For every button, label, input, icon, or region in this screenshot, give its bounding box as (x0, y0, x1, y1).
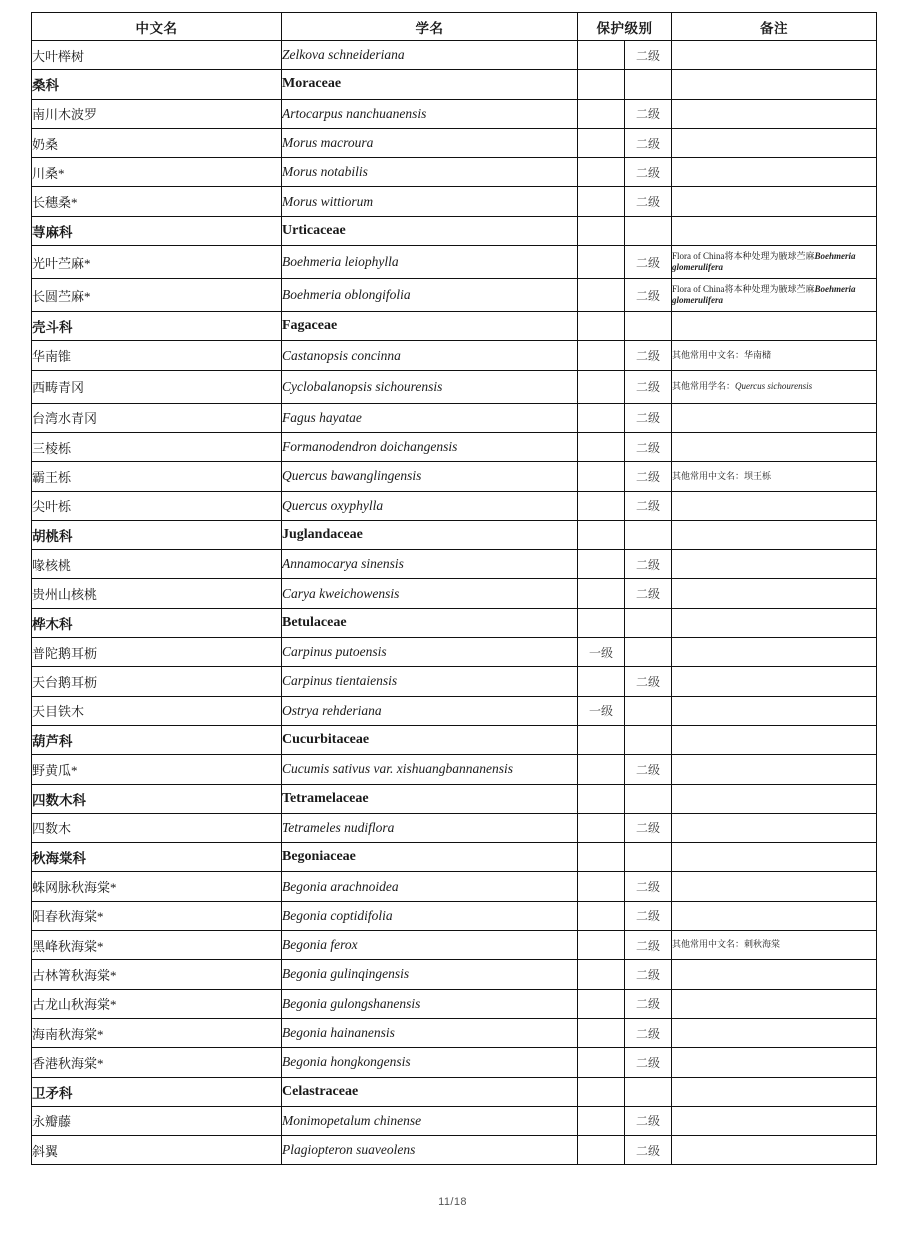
cell-protection-level-2: 二级 (625, 901, 672, 930)
cell-chinese-name: 光叶苎麻* (32, 246, 282, 279)
cell-protection-level-1: 一级 (578, 638, 625, 667)
cell-protection-level-2 (625, 520, 672, 549)
table-row-family (32, 784, 877, 813)
cell-chinese-name: 阳春秋海棠* (32, 901, 282, 930)
cell-chinese-name: 长穗桑* (32, 187, 282, 216)
cell-protection-level-1 (578, 520, 625, 549)
cell-scientific-name: Cyclobalanopsis sichourensis (282, 370, 578, 403)
cell-protection-level-1 (578, 279, 625, 312)
table-row (32, 1136, 877, 1165)
cell-protection-level-1 (578, 1018, 625, 1047)
cell-protection-level-1 (578, 403, 625, 432)
table-row (32, 491, 877, 520)
cell-scientific-name: Carya kweichowensis (282, 579, 578, 608)
cell-chinese-name: 台湾水青冈 (32, 403, 282, 432)
cell-protection-level-2 (625, 843, 672, 872)
cell-remark (672, 550, 877, 579)
cell-protection-level-1 (578, 550, 625, 579)
table-row (32, 1106, 877, 1135)
cell-scientific-name: Tetrameles nudiflora (282, 813, 578, 842)
cell-remark (672, 99, 877, 128)
cell-remark (672, 279, 877, 312)
table-row (32, 246, 877, 279)
cell-protection-level-1 (578, 70, 625, 99)
cell-protection-level-1 (578, 608, 625, 637)
cell-chinese-name: 胡桃科 (32, 520, 282, 549)
cell-scientific-name: Carpinus putoensis (282, 638, 578, 667)
cell-scientific-name: Quercus oxyphylla (282, 491, 578, 520)
cell-scientific-name: Begonia gulinqingensis (282, 960, 578, 989)
cell-protection-level-2 (625, 725, 672, 754)
cell-protection-level-2: 二级 (625, 667, 672, 696)
cell-protection-level-2 (625, 608, 672, 637)
cell-protection-level-2: 二级 (625, 755, 672, 784)
cell-remark (672, 158, 877, 187)
cell-scientific-name: Zelkova schneideriana (282, 41, 578, 70)
cell-chinese-name: 四数木科 (32, 784, 282, 813)
cell-protection-level-1 (578, 158, 625, 187)
table-row-family (32, 843, 877, 872)
cell-protection-level-2: 二级 (625, 279, 672, 312)
cell-scientific-name: Begonia hongkongensis (282, 1048, 578, 1077)
cell-remark (672, 246, 877, 279)
cell-protection-level-2: 二级 (625, 128, 672, 157)
cell-chinese-name: 奶桑 (32, 128, 282, 157)
cell-protection-level-2: 二级 (625, 341, 672, 370)
table-row (32, 41, 877, 70)
cell-protection-level-1 (578, 989, 625, 1018)
cell-scientific-name: Juglandaceae (282, 520, 578, 549)
cell-remark (672, 1136, 877, 1165)
cell-remark (672, 901, 877, 930)
cell-protection-level-1 (578, 246, 625, 279)
table-row (32, 755, 877, 784)
protected-species-table (31, 12, 877, 1165)
cell-protection-level-1 (578, 872, 625, 901)
cell-chinese-name: 川桑* (32, 158, 282, 187)
cell-protection-level-1 (578, 41, 625, 70)
table-row-family (32, 1077, 877, 1106)
cell-protection-level-2: 二级 (625, 462, 672, 491)
table-row (32, 370, 877, 403)
cell-remark (672, 1048, 877, 1077)
cell-scientific-name: Betulaceae (282, 608, 578, 637)
cell-remark (672, 520, 877, 549)
cell-protection-level-2: 二级 (625, 872, 672, 901)
cell-protection-level-2: 二级 (625, 491, 672, 520)
cell-scientific-name: Begonia coptidifolia (282, 901, 578, 930)
cell-chinese-name: 三棱栎 (32, 432, 282, 461)
remark-text: Flora of China将本种处理为腋球苎麻 (672, 250, 815, 261)
cell-scientific-name: Monimopetalum chinense (282, 1106, 578, 1135)
table-row-family (32, 312, 877, 341)
cell-protection-level-2: 二级 (625, 813, 672, 842)
cell-scientific-name: Urticaceae (282, 216, 578, 245)
cell-protection-level-1 (578, 432, 625, 461)
cell-protection-level-1 (578, 370, 625, 403)
column-header-protection-level: 保护级别 (578, 13, 672, 41)
cell-protection-level-2 (625, 696, 672, 725)
table-row (32, 1018, 877, 1047)
cell-chinese-name: 桦木科 (32, 608, 282, 637)
table-row (32, 462, 877, 491)
cell-protection-level-1 (578, 491, 625, 520)
table-row-family (32, 520, 877, 549)
cell-scientific-name: Castanopsis concinna (282, 341, 578, 370)
cell-chinese-name: 蛛网脉秋海棠* (32, 872, 282, 901)
cell-remark (672, 638, 877, 667)
column-header-scientific-name: 学名 (282, 13, 578, 41)
cell-scientific-name: Celastraceae (282, 1077, 578, 1106)
cell-remark: 其他常用中文名：坝王栎 (672, 462, 877, 491)
cell-protection-level-1 (578, 1077, 625, 1106)
cell-protection-level-2: 二级 (625, 550, 672, 579)
cell-protection-level-2 (625, 784, 672, 813)
table-row-family (32, 216, 877, 245)
table-row (32, 696, 877, 725)
cell-protection-level-2 (625, 638, 672, 667)
cell-protection-level-1 (578, 667, 625, 696)
cell-chinese-name: 海南秋海棠* (32, 1018, 282, 1047)
table-row (32, 187, 877, 216)
cell-protection-level-2: 二级 (625, 1106, 672, 1135)
cell-protection-level-1 (578, 99, 625, 128)
table-row-family (32, 70, 877, 99)
cell-remark (672, 667, 877, 696)
cell-chinese-name: 喙核桃 (32, 550, 282, 579)
cell-chinese-name: 天目铁木 (32, 696, 282, 725)
cell-chinese-name: 香港秋海棠* (32, 1048, 282, 1077)
table-header (32, 13, 877, 41)
cell-remark (672, 370, 877, 403)
species-table-container (31, 12, 876, 1165)
cell-chinese-name: 卫矛科 (32, 1077, 282, 1106)
cell-chinese-name: 长圆苎麻* (32, 279, 282, 312)
cell-protection-level-2: 二级 (625, 99, 672, 128)
cell-chinese-name: 尖叶栎 (32, 491, 282, 520)
table-row-family (32, 725, 877, 754)
cell-scientific-name: Morus macroura (282, 128, 578, 157)
cell-remark (672, 312, 877, 341)
cell-protection-level-1 (578, 813, 625, 842)
cell-remark (672, 128, 877, 157)
cell-scientific-name: Begonia arachnoidea (282, 872, 578, 901)
table-row (32, 128, 877, 157)
cell-scientific-name: Begonia gulongshanensis (282, 989, 578, 1018)
page-number-footer: 11/18 (438, 1196, 467, 1208)
cell-remark (672, 1077, 877, 1106)
cell-remark: 其他常用中文名：华南槠 (672, 341, 877, 370)
cell-chinese-name: 黑峰秋海棠* (32, 931, 282, 960)
cell-remark (672, 70, 877, 99)
table-row (32, 872, 877, 901)
cell-chinese-name: 霸王栎 (32, 462, 282, 491)
cell-protection-level-1 (578, 901, 625, 930)
cell-chinese-name: 斜翼 (32, 1136, 282, 1165)
table-row (32, 158, 877, 187)
remark-scientific-name: Quercus sichourensis (735, 380, 813, 391)
cell-protection-level-2: 二级 (625, 960, 672, 989)
table-row (32, 667, 877, 696)
cell-protection-level-1 (578, 1048, 625, 1077)
remark-text: Flora of China将本种处理为腋球苎麻 (672, 283, 815, 294)
cell-protection-level-1 (578, 128, 625, 157)
cell-scientific-name: Quercus bawanglingensis (282, 462, 578, 491)
cell-remark (672, 187, 877, 216)
cell-scientific-name: Cucurbitaceae (282, 725, 578, 754)
table-row (32, 813, 877, 842)
remark-text: 其他常用学名： (672, 380, 736, 391)
header-row (32, 13, 877, 41)
cell-remark (672, 696, 877, 725)
table-body (32, 41, 877, 1165)
cell-remark (672, 755, 877, 784)
cell-chinese-name: 贵州山核桃 (32, 579, 282, 608)
cell-protection-level-2: 二级 (625, 403, 672, 432)
cell-scientific-name: Begonia ferox (282, 931, 578, 960)
cell-protection-level-2 (625, 312, 672, 341)
table-row (32, 403, 877, 432)
cell-scientific-name: Fagus hayatae (282, 403, 578, 432)
cell-protection-level-1 (578, 843, 625, 872)
cell-remark (672, 813, 877, 842)
cell-chinese-name: 西畴青冈 (32, 370, 282, 403)
cell-protection-level-2 (625, 216, 672, 245)
cell-chinese-name: 葫芦科 (32, 725, 282, 754)
table-row (32, 931, 877, 960)
table-row (32, 638, 877, 667)
cell-remark: 其他常用中文名：刺秋海棠 (672, 931, 877, 960)
cell-scientific-name: Begonia hainanensis (282, 1018, 578, 1047)
cell-remark (672, 725, 877, 754)
cell-protection-level-1 (578, 579, 625, 608)
cell-remark (672, 491, 877, 520)
cell-remark (672, 843, 877, 872)
cell-scientific-name: Boehmeria leiophylla (282, 246, 578, 279)
cell-protection-level-2: 二级 (625, 931, 672, 960)
cell-protection-level-2: 二级 (625, 579, 672, 608)
cell-protection-level-1 (578, 931, 625, 960)
remark-scientific-name: Boehmeria glomerulifera (672, 283, 856, 306)
cell-protection-level-2: 二级 (625, 370, 672, 403)
cell-scientific-name: Plagiopteron suaveolens (282, 1136, 578, 1165)
table-row (32, 432, 877, 461)
cell-protection-level-1 (578, 784, 625, 813)
cell-protection-level-1 (578, 216, 625, 245)
cell-chinese-name: 秋海棠科 (32, 843, 282, 872)
cell-scientific-name: Tetramelaceae (282, 784, 578, 813)
cell-scientific-name: Ostrya rehderiana (282, 696, 578, 725)
cell-remark (672, 216, 877, 245)
cell-protection-level-2: 二级 (625, 1018, 672, 1047)
table-row (32, 989, 877, 1018)
cell-protection-level-2 (625, 70, 672, 99)
table-row (32, 279, 877, 312)
column-header-remarks: 备注 (672, 13, 877, 41)
cell-remark (672, 960, 877, 989)
remark-scientific-name: Boehmeria glomerulifera (672, 250, 856, 273)
cell-chinese-name: 天台鹅耳枥 (32, 667, 282, 696)
cell-chinese-name: 大叶榉树 (32, 41, 282, 70)
cell-chinese-name: 普陀鹅耳枥 (32, 638, 282, 667)
cell-protection-level-2: 二级 (625, 246, 672, 279)
cell-chinese-name: 桑科 (32, 70, 282, 99)
table-row (32, 99, 877, 128)
cell-chinese-name: 南川木波罗 (32, 99, 282, 128)
cell-scientific-name: Morus notabilis (282, 158, 578, 187)
cell-protection-level-2: 二级 (625, 1048, 672, 1077)
cell-remark (672, 41, 877, 70)
cell-remark (672, 579, 877, 608)
cell-remark (672, 1106, 877, 1135)
cell-scientific-name: Morus wittiorum (282, 187, 578, 216)
table-row (32, 1048, 877, 1077)
cell-chinese-name: 荨麻科 (32, 216, 282, 245)
cell-chinese-name: 华南锥 (32, 341, 282, 370)
column-header-chinese-name: 中文名 (32, 13, 282, 41)
cell-chinese-name: 永瓣藤 (32, 1106, 282, 1135)
table-row (32, 579, 877, 608)
cell-remark (672, 403, 877, 432)
table-row (32, 341, 877, 370)
cell-scientific-name: Begoniaceae (282, 843, 578, 872)
cell-chinese-name: 壳斗科 (32, 312, 282, 341)
cell-protection-level-2 (625, 1077, 672, 1106)
cell-protection-level-1 (578, 312, 625, 341)
cell-scientific-name: Annamocarya sinensis (282, 550, 578, 579)
cell-scientific-name: Carpinus tientaiensis (282, 667, 578, 696)
table-row (32, 550, 877, 579)
cell-remark (672, 989, 877, 1018)
cell-remark (672, 1018, 877, 1047)
cell-protection-level-2: 二级 (625, 41, 672, 70)
cell-scientific-name: Cucumis sativus var. xishuangbannanensis (282, 755, 578, 784)
cell-protection-level-1 (578, 462, 625, 491)
cell-protection-level-1 (578, 725, 625, 754)
cell-protection-level-2: 二级 (625, 158, 672, 187)
cell-chinese-name: 野黄瓜* (32, 755, 282, 784)
cell-scientific-name: Formanodendron doichangensis (282, 432, 578, 461)
cell-chinese-name: 古林箐秋海棠* (32, 960, 282, 989)
cell-protection-level-1 (578, 755, 625, 784)
cell-chinese-name: 古龙山秋海棠* (32, 989, 282, 1018)
table-row (32, 901, 877, 930)
cell-remark (672, 784, 877, 813)
cell-scientific-name: Fagaceae (282, 312, 578, 341)
cell-protection-level-1 (578, 1136, 625, 1165)
cell-protection-level-2: 二级 (625, 432, 672, 461)
table-row-family (32, 608, 877, 637)
cell-chinese-name: 四数木 (32, 813, 282, 842)
cell-remark (672, 608, 877, 637)
cell-scientific-name: Moraceae (282, 70, 578, 99)
cell-scientific-name: Boehmeria oblongifolia (282, 279, 578, 312)
cell-protection-level-2: 二级 (625, 1136, 672, 1165)
cell-protection-level-2: 二级 (625, 187, 672, 216)
cell-protection-level-1 (578, 1106, 625, 1135)
cell-protection-level-2: 二级 (625, 989, 672, 1018)
cell-remark (672, 432, 877, 461)
cell-protection-level-1 (578, 187, 625, 216)
cell-remark (672, 872, 877, 901)
table-row (32, 960, 877, 989)
cell-scientific-name: Artocarpus nanchuanensis (282, 99, 578, 128)
cell-protection-level-1 (578, 960, 625, 989)
cell-protection-level-1: 一级 (578, 696, 625, 725)
cell-protection-level-1 (578, 341, 625, 370)
